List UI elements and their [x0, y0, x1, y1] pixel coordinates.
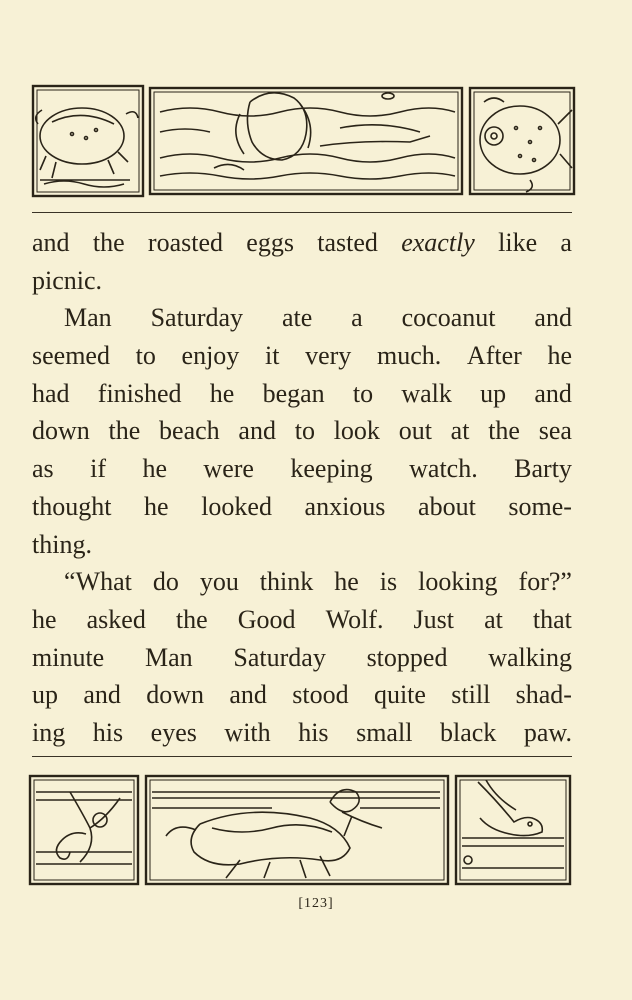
- word: out: [398, 416, 432, 446]
- word: very: [305, 341, 352, 371]
- word: like: [498, 228, 538, 257]
- word: eggs: [246, 228, 294, 257]
- word: asked: [86, 604, 146, 634]
- word: at: [450, 416, 470, 446]
- word: up: [32, 680, 58, 710]
- word: Man: [144, 642, 193, 672]
- word: Barty: [514, 454, 572, 484]
- word: he: [32, 604, 57, 634]
- word: to: [294, 416, 315, 446]
- word: Saturday: [233, 642, 326, 672]
- word: anxious: [304, 491, 386, 521]
- word: seemed: [32, 341, 110, 371]
- word: is: [379, 567, 398, 597]
- word: quite: [373, 680, 426, 710]
- word: eyes: [150, 717, 197, 747]
- word: about: [418, 491, 476, 521]
- word: began: [262, 378, 325, 408]
- top-rule: [32, 212, 572, 213]
- word: down: [32, 416, 90, 446]
- word: watch.: [409, 454, 478, 484]
- word: and: [238, 416, 276, 446]
- word: at: [484, 604, 503, 634]
- top-illustration-band: [0, 84, 632, 199]
- word: ate: [281, 303, 313, 333]
- text-line: [32, 337, 572, 375]
- word: ing: [32, 717, 66, 747]
- word: do: [152, 567, 179, 597]
- word: he: [144, 491, 169, 521]
- word: After: [466, 341, 522, 371]
- word: with: [224, 717, 271, 747]
- word: he: [142, 454, 167, 484]
- word: much.: [376, 341, 442, 371]
- page-number: [123]: [298, 896, 334, 911]
- word: Good: [237, 604, 296, 634]
- word: his: [92, 717, 124, 747]
- word: and: [229, 680, 267, 710]
- word: finished: [97, 378, 182, 408]
- word: keeping: [290, 454, 373, 484]
- word: still: [451, 680, 491, 710]
- text-line: [32, 299, 572, 337]
- pufferfish-panel: [470, 88, 574, 194]
- word: stood: [292, 680, 349, 710]
- word: Man: [64, 303, 112, 333]
- word: exactly: [401, 228, 475, 257]
- text-line: [32, 412, 572, 450]
- text-line: [32, 639, 572, 677]
- word: small: [356, 717, 413, 747]
- word: the: [488, 416, 520, 446]
- text-line: [32, 601, 572, 639]
- word: enjoy: [181, 341, 240, 371]
- word: thing.: [32, 529, 92, 559]
- word: his: [298, 717, 329, 747]
- word: you: [199, 567, 239, 597]
- word: black: [439, 717, 497, 747]
- word: for?”: [518, 567, 572, 597]
- text-line: [32, 676, 572, 714]
- word: beach: [159, 416, 220, 446]
- word: stopped: [366, 642, 448, 672]
- word: looked: [201, 491, 272, 521]
- monkey-panel: [30, 776, 138, 884]
- word: shad-: [515, 680, 572, 710]
- word: and: [534, 303, 572, 333]
- text-line: [32, 714, 572, 752]
- word: tasted: [317, 228, 378, 257]
- text-line: [32, 563, 572, 601]
- word: he: [547, 341, 572, 371]
- text-line: [32, 375, 572, 413]
- word: walking: [488, 642, 572, 672]
- word: a: [560, 228, 572, 257]
- crab-panel: [33, 86, 143, 196]
- word: looking: [418, 567, 498, 597]
- word: sea: [538, 416, 572, 446]
- word: the: [175, 604, 208, 634]
- word: picnic.: [32, 265, 103, 295]
- word: Just: [413, 604, 454, 634]
- bottom-illustration-band: [0, 772, 632, 886]
- word: and: [32, 228, 70, 257]
- word: the: [108, 416, 141, 446]
- word: and: [534, 378, 572, 408]
- text-line: [32, 450, 572, 488]
- word: as: [32, 454, 54, 484]
- word: it: [264, 341, 280, 371]
- word: to: [352, 378, 374, 408]
- text-line: [32, 488, 572, 526]
- word: think: [259, 567, 314, 597]
- word: “What: [64, 567, 132, 597]
- word: paw.: [523, 717, 572, 747]
- word: thought: [32, 491, 112, 521]
- swimming-child-panel: [150, 88, 462, 194]
- word: if: [90, 454, 106, 484]
- text-line: [32, 224, 572, 262]
- text-line: [32, 526, 572, 564]
- word: that: [532, 604, 572, 634]
- word: the: [92, 228, 125, 257]
- word: some-: [508, 491, 572, 521]
- word: a: [351, 303, 363, 333]
- word: were: [203, 454, 254, 484]
- bottom-rule: [32, 756, 572, 757]
- child-riding-wolf-panel: [146, 776, 448, 884]
- word: had: [32, 378, 70, 408]
- word: down: [146, 680, 205, 710]
- word: Wolf.: [325, 604, 384, 634]
- word: cocoanut: [401, 303, 496, 333]
- bird-panel: [456, 776, 570, 884]
- text-line: [32, 262, 572, 300]
- word: roasted: [147, 228, 223, 257]
- word: he: [334, 567, 359, 597]
- word: and: [83, 680, 121, 710]
- word: walk: [401, 378, 452, 408]
- word: to: [135, 341, 156, 371]
- word: minute: [32, 642, 105, 672]
- word: he: [209, 378, 235, 408]
- body-text: [32, 224, 572, 752]
- word: up: [480, 378, 507, 408]
- word: look: [333, 416, 380, 446]
- word: Saturday: [150, 303, 244, 333]
